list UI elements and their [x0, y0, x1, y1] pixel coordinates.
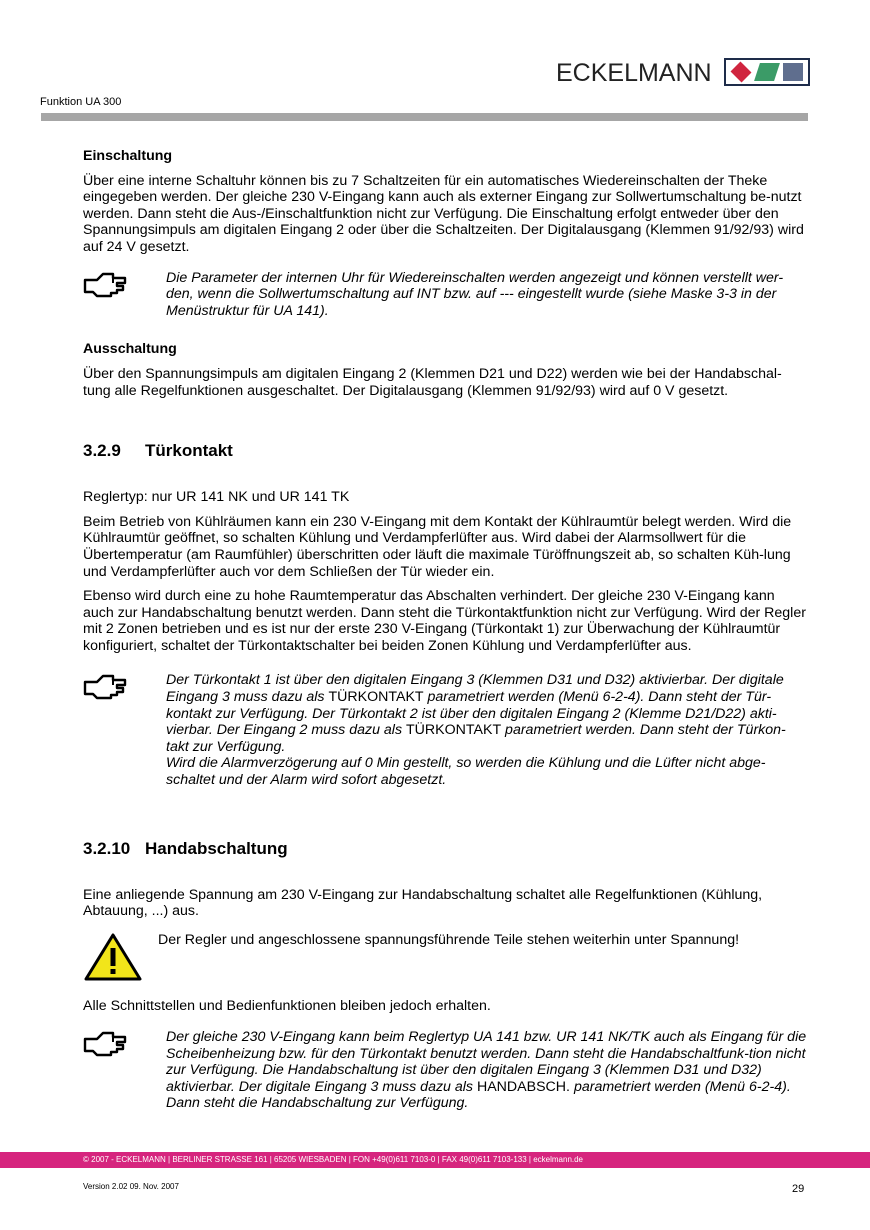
- tuerkontakt-reglertyp: Reglertyp: nur UR 141 NK und UR 141 TK: [83, 489, 350, 506]
- einschaltung-note: [83, 270, 808, 320]
- ausschaltung-heading: Ausschaltung: [83, 341, 177, 358]
- section-number: 3.2.10: [83, 838, 131, 858]
- handabschaltung-paragraph-2: Alle Schnittstellen und Bedienfunktionen bleiben jedoch erhalten.: [83, 998, 491, 1015]
- logo-marks-icon: [724, 58, 810, 86]
- pointing-hand-icon: [83, 1029, 166, 1112]
- handabschaltung-note: [83, 1029, 808, 1112]
- page-number: 29: [792, 1183, 805, 1195]
- section-title: Türkontakt: [145, 441, 233, 461]
- ausschaltung-body: Über den Spannungsimpuls am digitalen Eingang 2 (Klemmen D21 und D22) werden wie bei der Handabschal-tung alle Regelfunktionen ausgeschaltet. Der Digitalausgang (Klemmen 91/92/93) wird auf 0 V gesetzt.: [83, 365, 782, 399]
- section-heading-tuerkontakt: [83, 441, 808, 461]
- warning-text: Der Regler und angeschlossene spannungsführende Teile stehen weiterhin unter Spannung!: [158, 931, 740, 948]
- header-divider: [41, 113, 808, 121]
- einschaltung-body: Über eine interne Schaltuhr können bis zu 7 Schaltzeiten für ein automatisches Wiedereinschalten der Theke eingegeben werden. Der gleiche 230 V-Eingang kann auch als externer Eingang zur Sollwertumschaltung be-nutzt werden. Dann steht die Aus-/Einschaltfunktion nicht zur Verfügung. Die Einschaltung erfolgt entweder über den Spannungsimpuls am digitalen Eingang 2 oder über die Schaltzeiten. Der Digitalausgang (Klemmen 91/92/93) wird auf 24 V gesetzt.: [83, 172, 804, 255]
- footer-version: Version 2.02 09. Nov. 2007: [83, 1182, 179, 1191]
- einschaltung-note-text: Die Parameter der internen Uhr für Wiedereinschalten werden angezeigt und können verstellt wer-den, wenn die Sollwertumschaltung auf INT bzw. auf --- eingestellt wurde (siehe Maske 3-3 in der Menüstruktur für UA 141).: [166, 269, 784, 319]
- logo-text: ECKELMANN: [556, 59, 712, 87]
- tuerkontakt-paragraph-1: Beim Betrieb von Kühlräumen kann ein 230 V-Eingang mit dem Kontakt der Kühlraumtür belegt werden. Wird die Kühlraumtür geöffnet, so schalten Kühlung und Verdampferlüfter aus. Wird dabei der Alarmsollwert für die Übertemperatur (am Raumfühler) überschritten oder läuft die maximale Türöffnungszeit ab, so schalten Küh-lung und Verdampferlüfter auch vor dem Schließen der Tür wieder ein.: [83, 513, 792, 580]
- pointing-hand-icon: [83, 672, 166, 788]
- section-heading-handabschaltung: [83, 839, 808, 859]
- warning-triangle-icon: [83, 932, 158, 987]
- header-section-label: Funktion UA 300: [40, 96, 122, 108]
- pointing-hand-icon: [83, 270, 166, 320]
- tuerkontakt-note-text: Der Türkontakt 1 ist über den digitalen Eingang 3 (Klemmen D31 und D32) aktivierbar. Der digitale Eingang 3 muss dazu als TÜRKONTAKT parametriert werden (Menü 6-2-4). Dann steht der Tür-kontakt zur Verfügung. Der Türkontakt 2 ist über den digitalen Eingang 2 (Klemme D21/D22) akti-vierbar. Der Eingang 2 muss dazu als TÜRKONTAKT parametriert werden. Dann steht der Türkon-takt zur Verfügung. Wird die Alarmverzögerung auf 0 Min gestellt, so werden die Kühlung und die Lüfter nicht abge-schaltet und der Alarm wird sofort abgesetzt.: [166, 672, 786, 789]
- handabschaltung-paragraph-1: Eine anliegende Spannung am 230 V-Eingang zur Handabschaltung schaltet alle Regelfunktionen (Kühlung, Abtauung, ...) aus.: [83, 886, 763, 920]
- section-title: Handabschaltung: [145, 838, 288, 858]
- section-number: 3.2.9: [83, 441, 121, 461]
- page-content: [83, 148, 808, 1130]
- tuerkontakt-paragraph-2: Ebenso wird durch eine zu hohe Raumtemperatur das Abschalten verhindert. Der gleiche 230 V-Eingang kann auch zur Handabschaltung benutzt werden. Dann steht die Türkontaktfunktion nicht zur Verfügung. Wird der Regler mit 2 Zonen betrieben und es ist nur der erste 230 V-Eingang (Türkontakt 1) zur Überwachung der Kühlraumtür konfiguriert, schaltet der Türkontaktschalter bei beiden Zonen Kühlung und Verdampferlüfter aus.: [83, 588, 806, 654]
- footer-address-bar: © 2007 - ECKELMANN | BERLINER STRASSE 161 | 65205 WIESBADEN | FON +49(0)611 7103-0 | FAX 49(0)611 7103-133 | eckelmann.de: [0, 1152, 870, 1168]
- warning-box: [83, 932, 808, 987]
- eckelmann-logo: [556, 56, 816, 90]
- handabschaltung-note-text: Der gleiche 230 V-Eingang kann beim Reglertyp UA 141 bzw. UR 141 NK/TK auch als Eingang für die Scheibenheizung bzw. für den Türkontakt benutzt werden. Dann steht die Handabschaltfunk-tion nicht zur Verfügung. Die Handabschaltung ist über den digitalen Eingang 3 (Klemmen D31 und D32) aktivierbar. Der digitale Eingang 3 muss dazu als HANDABSCH. parametriert werden (Menü 6-2-4). Dann steht die Handabschaltung zur Verfügung.: [166, 1029, 807, 1112]
- einschaltung-heading: Einschaltung: [83, 148, 173, 164]
- tuerkontakt-note: [83, 672, 808, 788]
